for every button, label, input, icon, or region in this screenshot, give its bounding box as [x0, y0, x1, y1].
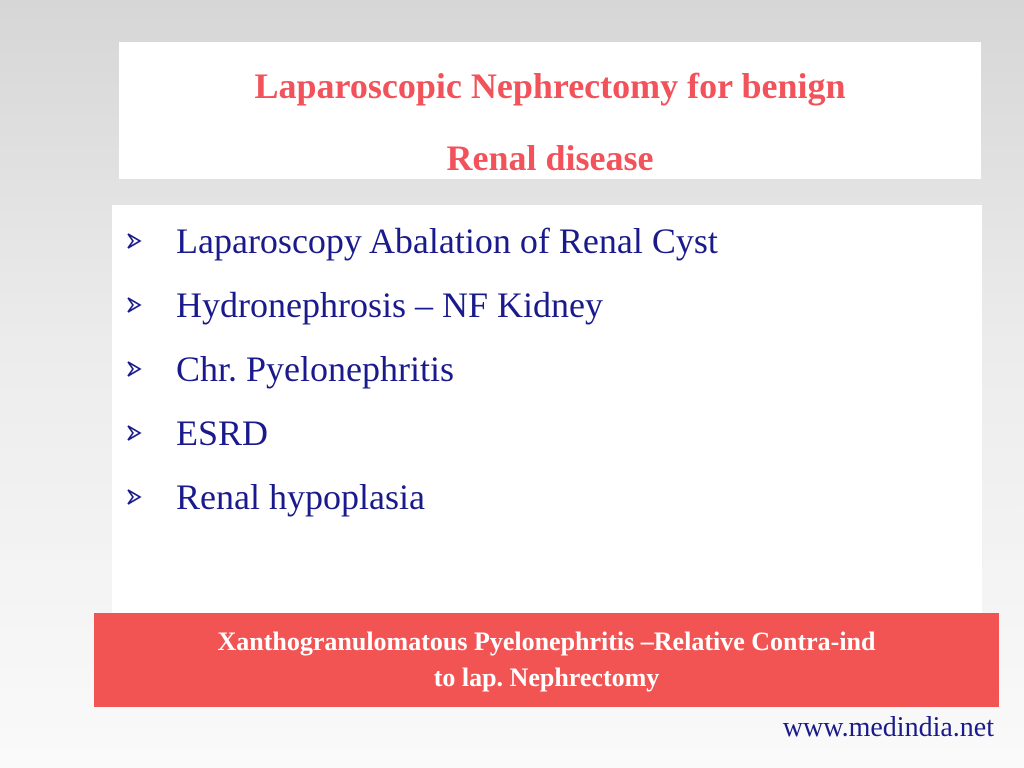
bullet-item — [112, 347, 982, 411]
bullet-item — [112, 475, 982, 539]
contraindication-note — [94, 613, 999, 707]
arrowhead-bullet-icon — [124, 219, 144, 263]
bullet-item — [112, 283, 982, 347]
bullet-text: Chr. Pyelonephritis — [176, 349, 454, 389]
bullet-text: Hydronephrosis – NF Kidney — [176, 285, 603, 325]
bullet-text: ESRD — [176, 413, 269, 453]
arrowhead-bullet-icon — [124, 411, 144, 455]
note-line-2: to lap. Nephrectomy — [433, 663, 660, 692]
bullet-item — [112, 219, 982, 283]
bullet-list — [112, 219, 982, 539]
slide-title-line-1: Laparoscopic Nephrectomy for benign — [254, 66, 846, 106]
slide-title-line-2: Renal disease — [446, 138, 654, 178]
bullet-text: Laparoscopy Abalation of Renal Cyst — [176, 221, 718, 261]
arrowhead-bullet-icon — [124, 475, 144, 519]
title-box — [119, 42, 981, 179]
content-box — [112, 205, 982, 625]
note-line-1: Xanthogranulomatous Pyelonephritis –Relative Contra-ind — [217, 627, 876, 656]
bullet-text: Renal hypoplasia — [176, 477, 425, 517]
footer-url: www.medindia.net — [782, 712, 994, 743]
bullet-item — [112, 411, 982, 475]
arrowhead-bullet-icon — [124, 347, 144, 391]
arrowhead-bullet-icon — [124, 283, 144, 327]
